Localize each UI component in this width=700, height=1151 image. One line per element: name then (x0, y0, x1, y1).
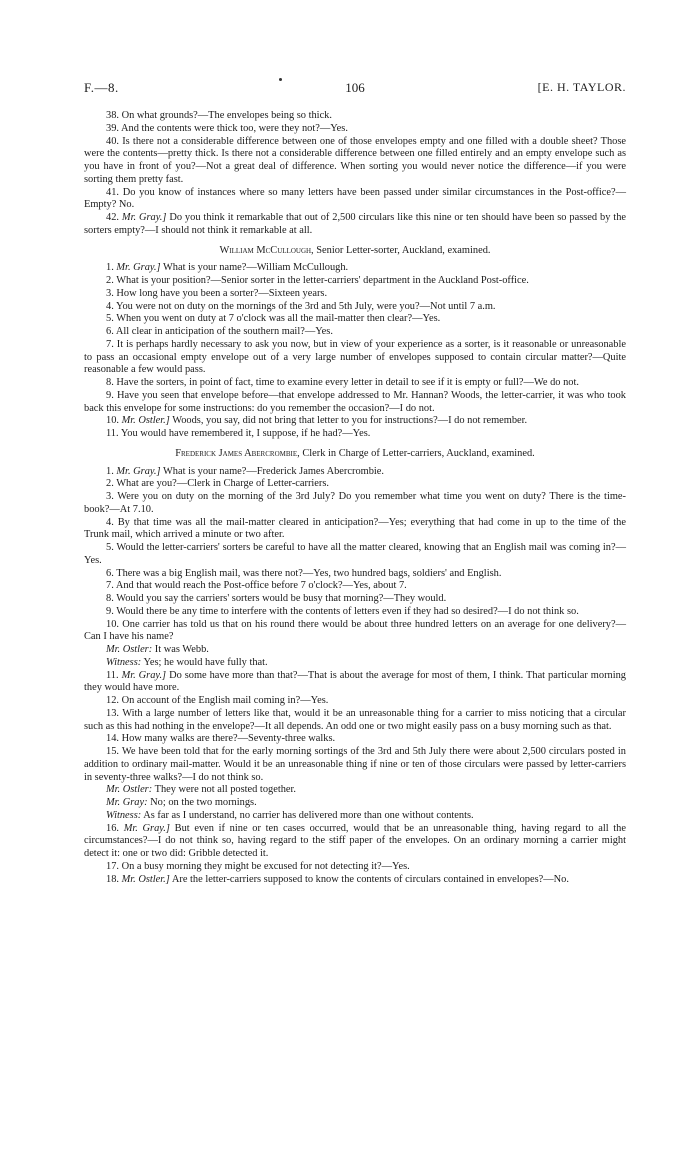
question-number: 39. (106, 122, 119, 134)
question-number: 9. (106, 605, 114, 617)
testimony-paragraph (84, 657, 626, 670)
testimony-text: How many walks are there?—Seventy-three walks. (121, 733, 336, 745)
header-witness-name: [E. H. TAYLOR. (537, 80, 626, 94)
testimony-paragraph (84, 313, 626, 326)
question-number: 9. (106, 389, 114, 401)
speaker-label: Mr. Ostler: (106, 784, 153, 796)
testimony-text: Would there be any time to interfere with the contents of letters even if they had so desired?—I do not think so. (116, 605, 579, 617)
document-body (84, 110, 626, 886)
question-number: 5. (106, 542, 114, 553)
question-number: 7. (106, 338, 114, 350)
testimony-paragraph (84, 644, 626, 657)
witness-description: Senior Letter-sorter, Auckland, examined. (316, 244, 491, 256)
testimony-section-mccullough (84, 262, 626, 441)
testimony-text: On what grounds?—The envelopes being so thick. (121, 110, 332, 121)
question-number: 11. (106, 669, 119, 681)
testimony-paragraph (84, 861, 626, 874)
testimony-paragraph (84, 339, 626, 377)
question-number: 8. (106, 593, 114, 604)
testimony-text: What are you?—Clerk in Charge of Letter-carriers. (116, 478, 330, 490)
testimony-section-taylor (84, 110, 626, 238)
testimony-paragraph (84, 746, 626, 784)
testimony-paragraph (84, 542, 626, 568)
question-number: 11. (106, 428, 119, 439)
testimony-paragraph (84, 136, 626, 187)
question-number: 41. (106, 186, 119, 198)
question-number: 10. (106, 618, 119, 630)
question-number: 3. (106, 287, 114, 299)
question-number: 1. (106, 262, 114, 274)
witness-description: Clerk in Charge of Letter-carriers, Auckland, examined. (302, 447, 535, 459)
speaker-label: Mr. Gray.] (123, 822, 170, 834)
speaker-label: Mr. Gray.] (121, 669, 167, 681)
question-number: 17. (106, 860, 119, 872)
testimony-text: All clear in anticipation of the southern mail?—Yes. (115, 326, 333, 337)
question-number: 7. (106, 580, 114, 592)
testimony-paragraph (84, 593, 626, 606)
speaker-label: Mr. Gray.] (116, 262, 161, 274)
testimony-paragraph (84, 874, 626, 887)
testimony-text: On account of the English mail coming in?—Yes. (121, 695, 329, 706)
testimony-text: Is there not a considerable difference between one of those envelopes empty and one filled with a double sheet? Those were the contents—pretty thick. Is there not a considerable difference between one filled entirely and an empty envelope such as you have in front of you?—Not a great deal of difference. When sorting you would never notice the difference—if you were sorting them pretty fast. (84, 135, 626, 185)
testimony-text: Are the letter-carriers supposed to know the contents of circulars contained in envelopes?—No. (171, 873, 569, 885)
testimony-text: Do you think it remarkable that out of 2,500 circulars like this nine or ten should have been so passed by the sorters empty?—I should not think it remarkable at all. (84, 212, 627, 236)
testimony-paragraph (84, 606, 626, 619)
testimony-paragraph (84, 823, 626, 861)
testimony-paragraph (84, 797, 626, 810)
testimony-text: They were not all posted together. (154, 784, 296, 796)
testimony-paragraph (84, 478, 626, 491)
speaker-label: Mr. Gray.] (116, 465, 161, 477)
testimony-paragraph (84, 491, 626, 517)
testimony-text: You were not on duty on the mornings of the 3rd and 5th July, were you?—Not until 7 a.m. (116, 300, 496, 312)
question-number: 2. (106, 275, 114, 286)
witness-name: Frederick James Abercrombie, (175, 447, 300, 459)
testimony-text: With a large number of letters like that, would it be an unreasonable thing for a carrier to miss noticing that a circular such as this had nothing in the envelope?—It all depends. An odd one or two might easily pass on a busy morning such as that. (84, 707, 626, 732)
testimony-text: It was Webb. (154, 644, 209, 655)
testimony-paragraph (84, 275, 626, 288)
speaker-label: Mr. Ostler.] (121, 415, 170, 427)
testimony-paragraph (84, 784, 626, 797)
testimony-text: It is perhaps hardly necessary to ask you now, but in view of your experience as a sorter, is it reasonable or unreasonable to pass an occasional empty envelope out of a very large number of envelopes supposed to contain circular matter?—Quite reasonable a few would pass. (84, 338, 626, 376)
question-number: 4. (106, 300, 114, 312)
speaker-label: Witness: (106, 656, 142, 668)
testimony-text: Would the letter-carriers' sorters be careful to have all the matter cleared, knowing that an English mail was coming in?—Yes. (84, 542, 626, 566)
testimony-paragraph (84, 288, 626, 301)
question-number: 3. (106, 491, 114, 502)
testimony-paragraph (84, 619, 626, 645)
testimony-text: Were you on duty on the morning of the 3rd July? Do you remember what time you went on duty? There is the time-book?—At 7.10. (84, 491, 626, 515)
question-number: 15. (106, 746, 119, 757)
question-number: 14. (106, 733, 119, 745)
witness-heading-abercrombie (84, 448, 626, 461)
testimony-text: As far as I understand, no carrier has delivered more than one without contents. (143, 809, 474, 821)
testimony-text: How long have you been a sorter?—Sixteen years. (116, 287, 328, 299)
question-number: 38. (106, 110, 119, 121)
question-number: 6. (106, 567, 114, 579)
testimony-text: We have been told that for the early morning sortings of the 3rd and 5th July there were about 2,500 circulars posted in addition to ordinary mail-matter. Would it be an unreasonable thing if nine or ten of those circulars were passed by letter-carriers in seventy-three walks?—I do not think so. (84, 746, 626, 783)
testimony-paragraph (84, 262, 626, 275)
question-number: 4. (106, 516, 114, 528)
testimony-paragraph (84, 326, 626, 339)
testimony-text: By that time was all the mail-matter cleared in anticipation?—Yes; everything that had come in up to the time of the Trunk mail, which arrived a minute or two after. (84, 516, 626, 541)
testimony-text: Do you know of instances where so many letters have been passed under similar circumstances in the Post-office?—Empty? No. (84, 186, 626, 211)
testimony-paragraph (84, 212, 626, 238)
testimony-paragraph (84, 390, 626, 416)
testimony-paragraph (84, 733, 626, 746)
testimony-paragraph (84, 415, 626, 428)
testimony-text: One carrier has told us that on his round there would be about three hundred letters on an average for one delivery?—Can I have his name? (84, 618, 626, 643)
speaker-label: Mr. Ostler: (106, 644, 153, 655)
testimony-text: When you went on duty at 7 o'clock was all the mail-matter then clear?—Yes. (116, 313, 441, 325)
question-number: 8. (106, 377, 114, 388)
testimony-text: No; on the two mornings. (150, 797, 257, 808)
testimony-text: You would have remembered it, I suppose, if he had?—Yes. (120, 428, 371, 439)
testimony-paragraph (84, 708, 626, 734)
testimony-text: Have the sorters, in point of fact, time to examine every letter in detail to see if it is empty or full?—We do not. (116, 377, 579, 388)
speaker-label: Mr. Gray: (106, 797, 148, 808)
question-number: 42. (106, 212, 119, 223)
testimony-paragraph (84, 568, 626, 581)
testimony-text: But even if nine or ten cases occurred, would that be an unreasonable thing, having regard to all the circumstances?—I do not think so, having regard to the stiff paper of the envelopes. On an ordinary morning a carrier might detect it: one or two did: Gribble detected it. (84, 822, 626, 859)
testimony-paragraph (84, 123, 626, 136)
testimony-paragraph (84, 428, 626, 441)
testimony-paragraph (84, 695, 626, 708)
testimony-paragraph (84, 517, 626, 543)
testimony-section-abercrombie (84, 466, 626, 887)
testimony-text: Woods, you say, did not bring that letter to you for instructions?—I do not remember. (172, 415, 528, 427)
question-number: 1. (106, 465, 114, 477)
testimony-text: There was a big English mail, was there not?—Yes, two hundred bags, soldiers' and English. (116, 567, 502, 579)
testimony-paragraph (84, 580, 626, 593)
question-number: 6. (106, 326, 114, 337)
testimony-text: What is your name?—Frederick James Abercrombie. (163, 465, 385, 477)
testimony-paragraph (84, 377, 626, 390)
testimony-text: What is your position?—Senior sorter in the letter-carriers' department in the Auckland Post-office. (116, 275, 529, 286)
header-paper-number: F.—8. (84, 80, 119, 95)
question-number: 12. (106, 695, 119, 706)
question-number: 18. (106, 873, 119, 885)
testimony-paragraph (84, 810, 626, 823)
testimony-text: Would you say the carriers' sorters would be busy that morning?—They would. (116, 593, 447, 604)
speaker-label: Mr. Gray.] (121, 212, 167, 223)
testimony-paragraph (84, 301, 626, 314)
testimony-paragraph (84, 187, 626, 213)
testimony-paragraph (84, 670, 626, 696)
testimony-text: Do some have more than that?—That is about the average for most of them, I think. That particular morning they would have more. (84, 669, 626, 694)
testimony-text: Yes; he would have fully that. (143, 656, 268, 668)
testimony-text: On a busy morning they might be excused for not detecting it?—Yes. (121, 860, 410, 872)
witness-name: William McCullough, (219, 244, 314, 256)
question-number: 10. (106, 415, 119, 427)
question-number: 2. (106, 478, 114, 490)
header-page-number: 106 (345, 80, 365, 95)
page-header (84, 80, 626, 100)
testimony-text: And that would reach the Post-office before 7 o'clock?—Yes, about 7. (115, 580, 407, 592)
question-number: 40. (106, 135, 119, 147)
speaker-label: Witness: (106, 809, 142, 821)
question-number: 16. (106, 822, 119, 834)
witness-heading-mccullough (84, 245, 626, 258)
testimony-text: Have you seen that envelope before—that envelope addressed to Mr. Hannan? Woods, the letter-carrier, it was who took back this envelope for some instructions: do you remember the occasion?—I do not. (84, 389, 626, 414)
testimony-text: What is your name?—William McCullough. (163, 262, 349, 274)
speaker-label: Mr. Ostler.] (121, 873, 170, 885)
question-number: 5. (106, 313, 114, 325)
question-number: 13. (106, 707, 119, 719)
testimony-paragraph (84, 110, 626, 123)
testimony-text: And the contents were thick too, were they not?—Yes. (121, 122, 348, 134)
testimony-paragraph (84, 466, 626, 479)
